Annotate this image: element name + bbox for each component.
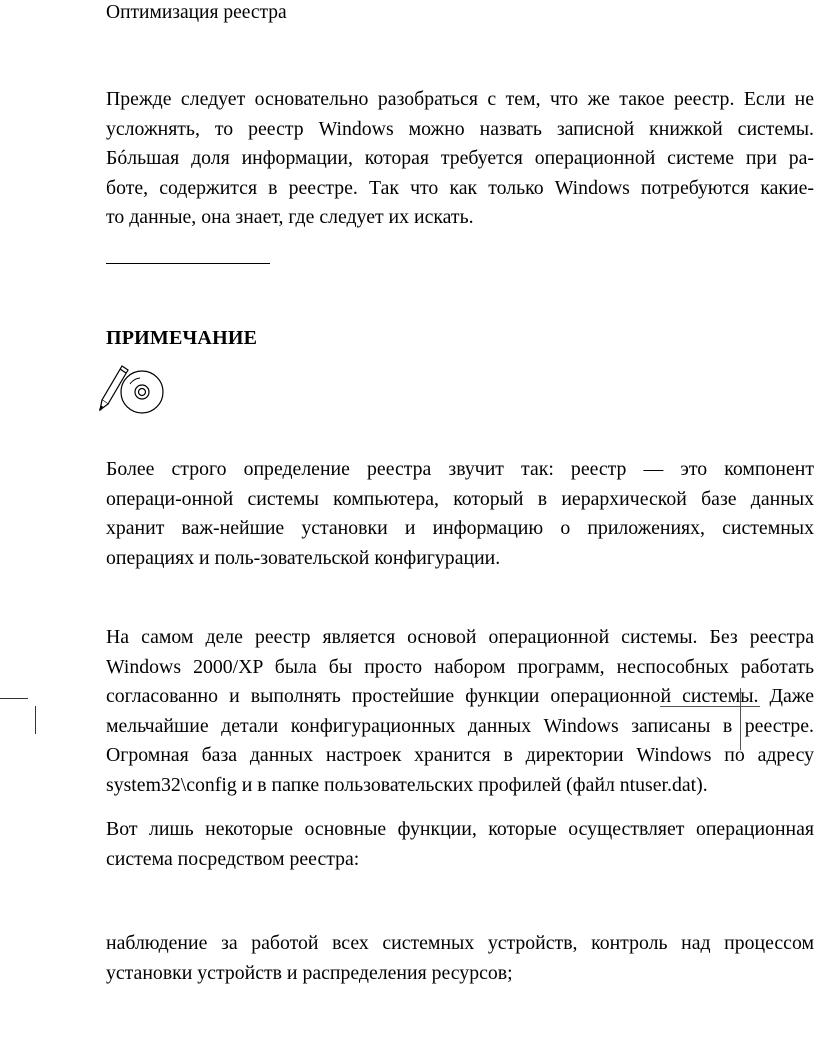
text-line: Огромная база данных настроек хранится в директории Windows по адресу <box>106 744 814 766</box>
text-line: наблюдение за работой всех системных устройств, контроль над процессом <box>106 932 814 954</box>
text-line: Бóльшая доля информации, которая требуется операционной системе при ра- <box>106 147 814 169</box>
text-line: system32\config и в папке пользовательских профилей (файл ntuser.dat). <box>106 773 708 796</box>
pencil-and-disc-icon <box>96 362 168 414</box>
paragraph-registry-intro <box>106 85 814 233</box>
text-line: На самом деле реестр является основой операционной системы. Без реестра <box>106 626 814 648</box>
text-line: установки устройств и распределения ресурсов; <box>106 961 513 984</box>
text-line: согласованно и выполнять простейшие функции операционной системы. Даже <box>106 685 814 707</box>
text-line: мельчайшие детали конфигурационных данных Windows записаны в реестре. <box>106 714 814 737</box>
paragraph-registry-definition <box>106 455 814 573</box>
note-heading: ПРИМЕЧАНИЕ <box>106 327 258 349</box>
text-line: операциях и поль-зовательской конфигурации. <box>106 546 501 569</box>
paragraph-functions-intro <box>106 815 814 874</box>
margin-mark <box>0 698 28 699</box>
text-cursor-mark <box>740 688 741 750</box>
footnote-separator <box>106 263 270 264</box>
text-line: усложнять, то реестр Windows можно назвать записной книжкой системы. <box>106 117 814 140</box>
text-line: хранит важ-нейшие установки и информацию о приложениях, системных <box>106 517 814 539</box>
page-header: Оптимизация реестра <box>106 2 287 23</box>
text-line: система посредством реестра: <box>106 847 360 870</box>
text-line: Прежде следует основательно разобраться с тем, что же такое реестр. Если не <box>106 88 814 110</box>
paragraph-function-item <box>106 929 814 988</box>
paragraph-registry-basis <box>106 623 814 800</box>
text-underline-mark <box>660 706 760 707</box>
text-line: Вот лишь некоторые основные функции, которые осуществляет операционная <box>106 818 814 840</box>
text-line: Windows 2000/XP была бы просто набором программ, неспособных работать <box>106 655 814 678</box>
text-line: Более строго определение реестра звучит так: реестр — это компонент <box>106 458 814 480</box>
text-line: операци-онной системы компьютера, который в иерархической базе данных <box>106 487 814 510</box>
text-line: боте, содержится в реестре. Так что как только Windows потребуются какие- <box>106 176 814 199</box>
margin-mark <box>35 706 36 734</box>
text-line: то данные, она знает, где следует их искать. <box>106 206 474 228</box>
